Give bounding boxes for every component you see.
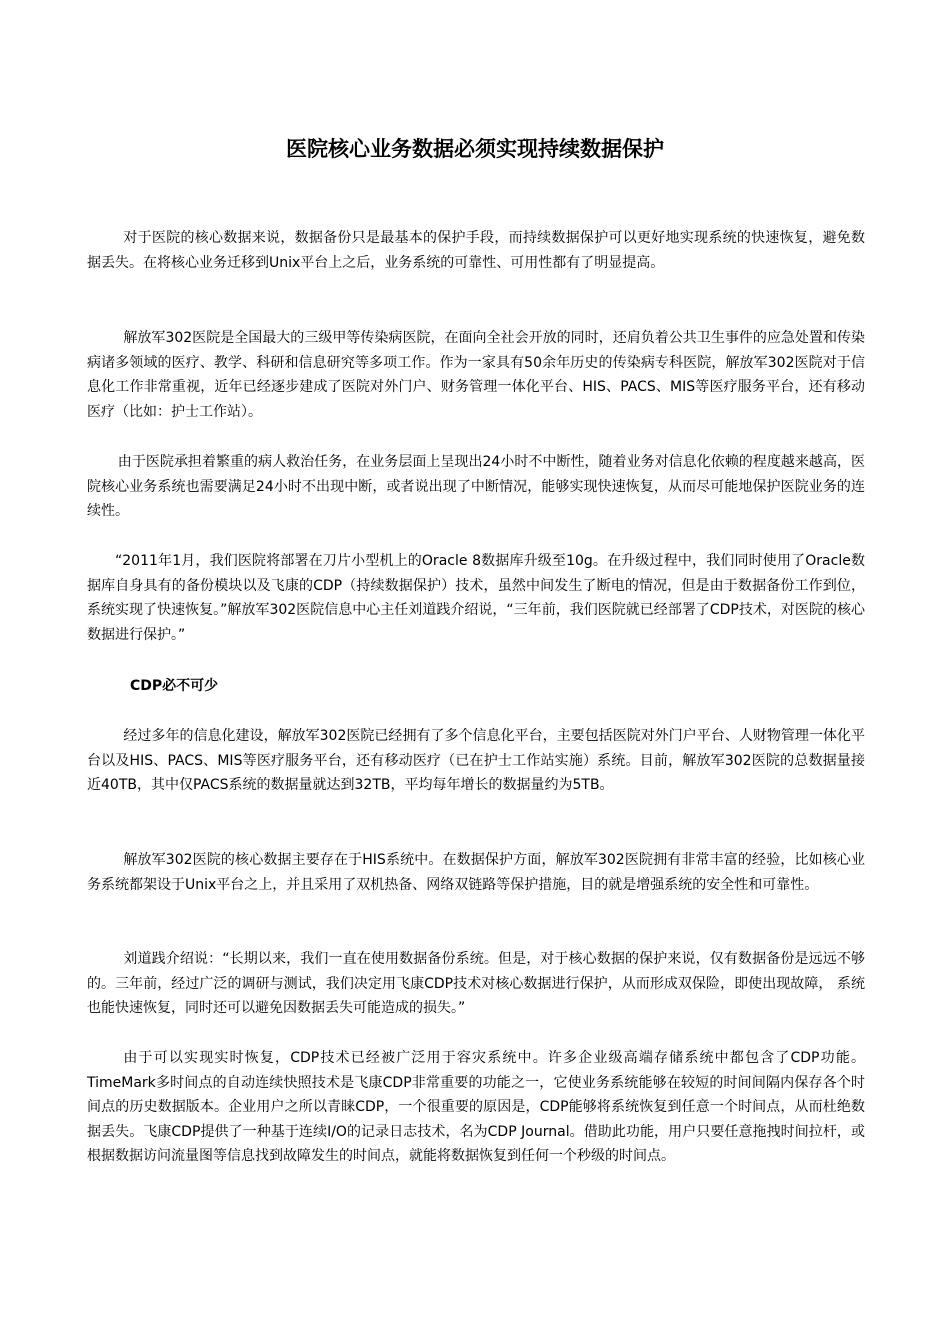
section-heading-cdp: CDP必不可少 — [130, 678, 219, 694]
paragraph-hospital-overview: 解放军302医院是全国最大的三级甲等传染病医院，在面向全社会开放的同时，还肩负着公共卫生事件的应急处置和传染病诸多领域的医疗、教学、科研和信息研究等多项工作。作为一家具有50余年历史的传染病专科医院，解放军302医院对于信息化工作非常重视，近年已经逐步建成了医院对外门户、财务管理一体化平台、HIS、PACS、MIS等医疗服务平台，还有移动医疗（比如：护士工作站）。 — [87, 330, 865, 420]
paragraph-intro: 对于医院的核心数据来说，数据备份只是最基本的保护手段，而持续数据保护可以更好地实现系统的快速恢复，避免数据丢失。在将核心业务迁移到Unix平台上之后，业务系统的可靠性、可用性都有了明显提高。 — [87, 230, 865, 271]
page-title: 医院核心业务数据必须实现持续数据保护 — [286, 137, 664, 161]
paragraph-quote-backup: 刘道践介绍说：“长期以来，我们一直在使用数据备份系统。但是，对于核心数据的保护来说，仅有数据备份是远远不够的。三年前，经过广泛的调研与测试，我们决定用飞康CDP技术对核心数据进行保护，从而形成双保险，即使出现故障， 系统也能快速恢复，同时还可以避免因数据丢失可能造成的损失。” — [87, 951, 865, 1016]
paragraph-platforms: 经过多年的信息化建设，解放军302医院已经拥有了多个信息化平台，主要包括医院对外门户平台、人财物管理一体化平台以及HIS、PACS、MIS等医疗服务平台，还有移动医疗（已在护士工作站实施）系统。目前，解放军302医院的总数据量接近40TB，其中仅PACS系统的数据量就达到32TB，平均每年增长的数据量约为5TB。 — [87, 728, 865, 793]
paragraph-quote-upgrade: “2011年1月，我们医院将部署在刀片小型机上的Oracle 8数据库升级至10g。在升级过程中，我们同时使用了Oracle数据库自身具有的备份模块以及飞康的CDP（持续数据保护）技术，虽然中间发生了断电的情况，但是由于数据备份工作到位，系统实现了快速恢复。”解放军302医院信息中心主任刘道践介绍说，“三年前，我们医院就已经部署了CDP技术，对医院的核心数据进行保护。” — [87, 553, 865, 643]
paragraph-business-continuity: 由于医院承担着繁重的病人救治任务，在业务层面上呈现出24小时不中断性，随着业务对信息化依赖的程度越来越高，医院核心业务系统也需要满足24小时不出现中断，或者说出现了中断情况，能够实现快速恢复，从而尽可能地保护医院业务的连续性。 — [87, 454, 865, 519]
paragraph-core-data: 解放军302医院的核心数据主要存在于HIS系统中。在数据保护方面，解放军302医院拥有非常丰富的经验，比如核心业务系统都架设于Unix平台之上，并且采用了双机热备、网络双链路等保护措施，目的就是增强系统的安全性和可靠性。 — [87, 852, 865, 893]
paragraph-cdp-features: 由于可以实现实时恢复，CDP技术已经被广泛用于容灾系统中。许多企业级高端存储系统中都包含了CDP功能。TimeMark多时间点的自动连续快照技术是飞康CDP非常重要的功能之一，它使业务系统能够在较短的时间间隔内保存各个时间点的历史数据版本。企业用户之所以青睐CDP，一个很重要的原因是，CDP能够将系统恢复到任意一个时间点，从而杜绝数据丢失。飞康CDP提供了一种基于连续I/O的记录日志技术，名为CDP Journal。借助此功能，用户只要任意拖拽时间拉杆，或根据数据访问流量图等信息找到故障发生的时间点，就能将数据恢复到任何一个秒级的时间点。 — [87, 1050, 865, 1164]
